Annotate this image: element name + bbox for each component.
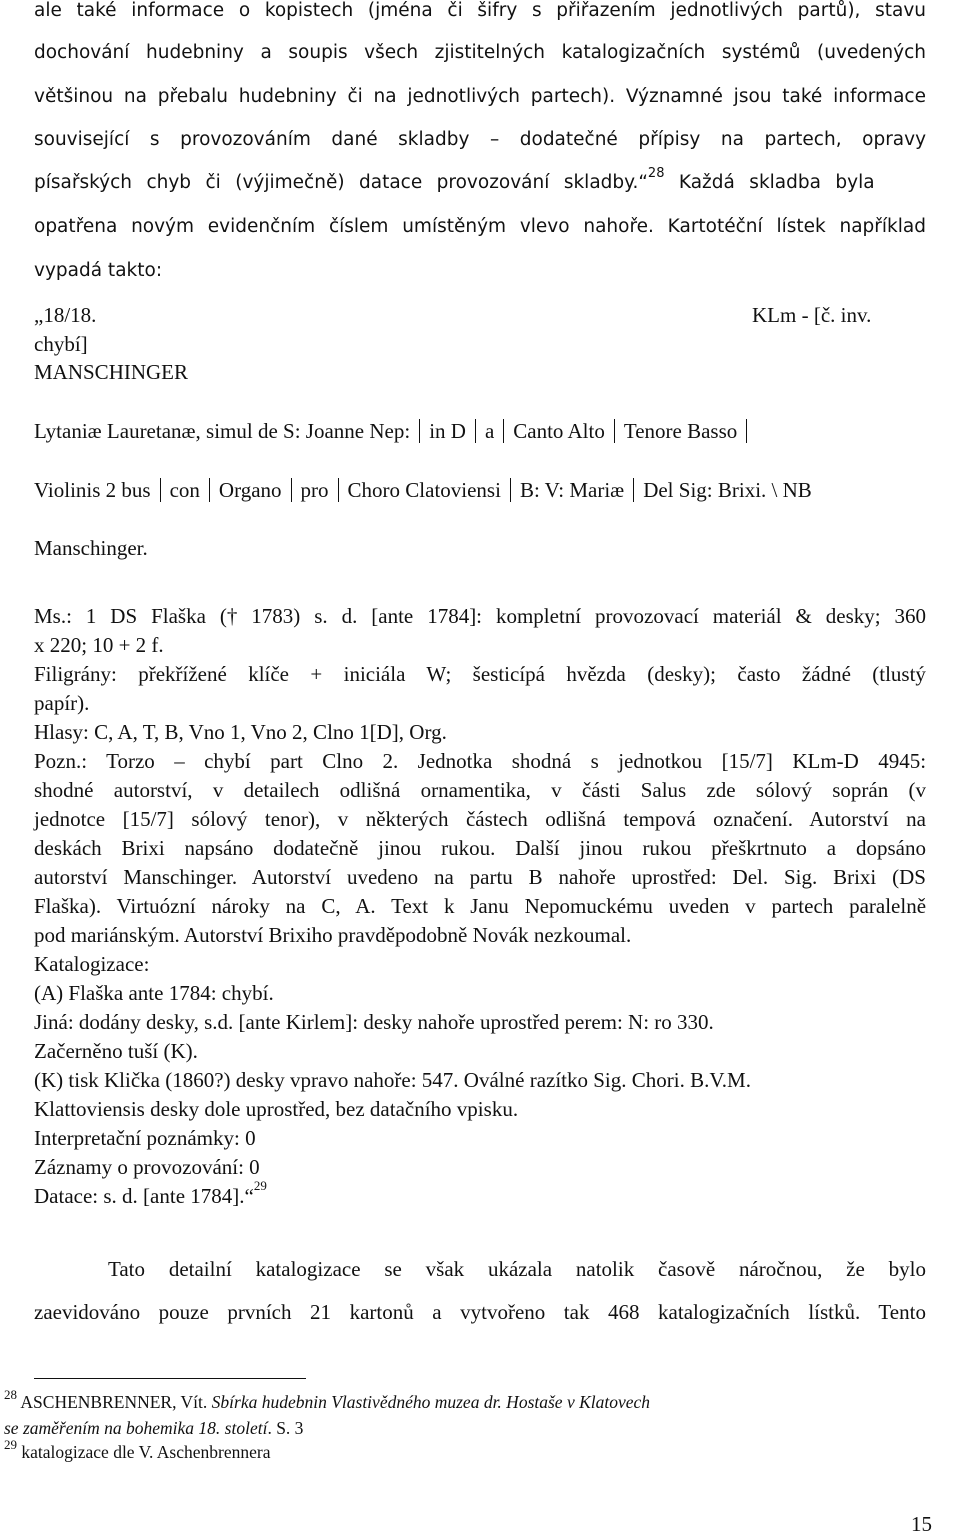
intro-line-5-text: písařských chyb či (výjimečně) datace provozování skladby.“: [34, 172, 648, 193]
divider: [503, 419, 504, 443]
card-dating: [34, 1178, 267, 1209]
card-note-line-5: autorství Manschinger. Autorství uvedeno na partu B nahoře uprostřed: Del. Sig. Brixi (DS: [34, 865, 926, 889]
divider: [160, 478, 161, 502]
title-segment: in D: [429, 419, 466, 443]
title-segment: Tenore Basso: [623, 419, 738, 443]
footnote-29: [4, 1437, 271, 1463]
footnote-28-title: Sbírka hudebnin Vlastivědného muzea dr. Hostaše v Klatovech: [211, 1392, 651, 1412]
footnote-ref-29: 29: [253, 1178, 267, 1193]
card-catalogue-a: (A) Flaška ante 1784: chybí.: [34, 981, 274, 1005]
card-note-line-1: Pozn.: Torzo – chybí part Clno 2. Jednotka shodná s jednotkou [15/7] KLm-D 4945:: [34, 749, 927, 773]
card-ms-line-2: x 220; 10 + 2 f.: [34, 633, 164, 657]
title-segment: pro: [300, 478, 329, 502]
card-note-line-4: deskách Brixi napsáno dodatečně jinou rukou. Další jinou rukou přeškrtnuto a dopsáno: [34, 836, 926, 860]
divider: [419, 419, 420, 443]
card-performance-records: Záznamy o provozování: 0: [34, 1155, 260, 1179]
card-catalogue-heading: Katalogizace:: [34, 952, 150, 976]
title-segment: Choro Clatoviensi: [347, 478, 501, 502]
intro-line-4: související s provozováním dané skladby – dodatečné přípisy na partech, opravy: [34, 129, 927, 150]
card-note-line-2: shodné autorství, v detailech odlišná ornamentika, v části Salus zde sólový soprán (v: [34, 778, 926, 802]
card-title-line-1: [34, 419, 756, 444]
footnote-separator: [34, 1378, 306, 1379]
title-segment: Del Sig: Brixi. \ NB: [643, 478, 812, 502]
divider: [209, 478, 210, 502]
card-blackened: Začerněno tuší (K).: [34, 1039, 198, 1063]
card-composer: MANSCHINGER: [34, 360, 189, 384]
card-catalogue-k-line-1: (K) tisk Klička (1860?) desky vpravo nahoře: 547. Oválné razítko Sig. Chori. B.V.M.: [34, 1068, 751, 1092]
card-voices: Hlasy: C, A, T, B, Vno 1, Vno 2, Clno 1[D], Org.: [34, 720, 447, 744]
card-title-line-2: [34, 478, 812, 503]
card-note-line-6: Flaška). Virtuózní nároky na C, A. Text k Janu Nepomuckému uveden v partech paralelně: [34, 894, 927, 918]
card-dating-text: Datace: s. d. [ante 1784].“: [34, 1184, 254, 1208]
footnote-number-28: 28: [4, 1387, 17, 1402]
title-segment: B: V: Mariæ: [519, 478, 625, 502]
card-title-line-3: Manschinger.: [34, 536, 148, 560]
footnote-28-author: ASCHENBRENNER, Vít.: [17, 1392, 212, 1412]
card-inventory: KLm - [č. inv.: [752, 303, 872, 327]
card-filigrane-line-1: Filigrány: překřížené klíče + iniciála W; šesticípá hvězda (desky); často žádné (tlustý: [34, 662, 926, 686]
card-note-line-3: jednotce [15/7] sólový tenor), v některých částech odlišná tempová označení. Autorství na: [34, 807, 926, 831]
footnote-28-title-cont: se zaměřením na bohemika 18. století: [4, 1418, 268, 1438]
intro-line-1: ale také informace o kopistech (jména či šifry s přiřazením jednotlivých partů), stavu: [34, 0, 927, 21]
intro-line-3: většinou na přebalu hudebniny či na jednotlivých partech). Významné jsou také informace: [34, 86, 926, 107]
card-number: „18/18.: [34, 303, 97, 327]
title-segment: con: [169, 478, 200, 502]
divider: [746, 419, 747, 443]
divider: [291, 478, 292, 502]
card-note-line-7: pod mariánským. Autorství Brixiho pravděpodobně Novák nezkoumal.: [34, 923, 632, 947]
title-segment: a: [484, 419, 495, 443]
title-segment: Violinis 2 bus: [34, 478, 151, 502]
closing-line-2: zaevidováno pouze prvních 21 kartonů a vytvořeno tak 468 katalogizačních lístků. Tento: [34, 1300, 926, 1324]
divider: [338, 478, 339, 502]
title-segment: Organo: [218, 478, 282, 502]
title-segment: Canto Alto: [513, 419, 605, 443]
divider: [614, 419, 615, 443]
footnote-28-line-2: [4, 1418, 303, 1439]
footnote-29-text: katalogizace dle V. Aschenbrennera: [17, 1442, 271, 1462]
intro-line-2: dochování hudebniny a soupis všech zjistitelných katalogizačních systémů (uvedených: [34, 42, 926, 63]
intro-line-5: [34, 166, 875, 193]
card-missing: chybí]: [34, 332, 88, 356]
divider: [510, 478, 511, 502]
divider: [475, 419, 476, 443]
divider: [633, 478, 634, 502]
card-ms-line-1: Ms.: 1 DS Flaška († 1783) s. d. [ante 1784]: kompletní provozovací materiál & desky; 360: [34, 604, 927, 628]
card-other: Jiná: dodány desky, s.d. [ante Kirlem]: desky nahoře uprostřed perem: N: ro 330.: [34, 1010, 714, 1034]
footnote-28-tail: . S. 3: [267, 1418, 304, 1438]
footnote-28-line-1: [4, 1387, 651, 1413]
card-interpretation: Interpretační poznámky: 0: [34, 1126, 256, 1150]
card-filigrane-line-2: papír).: [34, 691, 90, 715]
card-catalogue-k-line-2: Klattoviensis desky dole uprostřed, bez datačního vpisku.: [34, 1097, 519, 1121]
intro-line-6: opatřena novým evidenčním číslem umístěným vlevo nahoře. Kartotéční lístek například: [34, 216, 926, 237]
footnote-number-29: 29: [4, 1437, 17, 1452]
intro-line-5-rest: Každá skladba byla: [664, 172, 875, 193]
closing-line-1: Tato detailní katalogizace se však ukázala natolik časově náročnou, že bylo: [108, 1257, 926, 1281]
intro-line-7: vypadá takto:: [34, 260, 163, 281]
footnote-ref-28: 28: [647, 166, 665, 181]
title-segment: Lytaniæ Lauretanæ, simul de S: Joanne Nep:: [34, 419, 411, 443]
page-number: 15: [911, 1512, 932, 1536]
